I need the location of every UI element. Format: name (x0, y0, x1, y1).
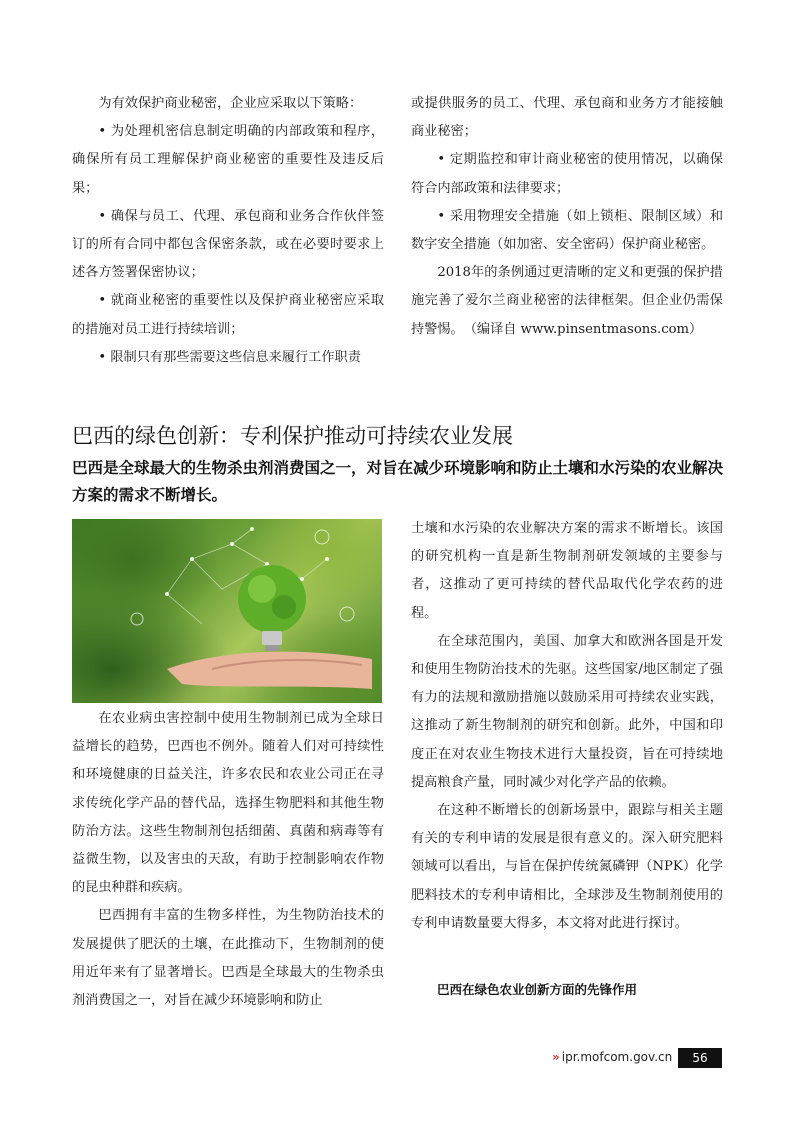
article-subtitle: 巴西是全球最大的生物杀虫剂消费国之一，对旨在减少环境影响和防止土壤和水污染的农业解决方案的需求不断增长。 (72, 459, 724, 504)
strategy-bullet: • 限制只有那些需要这些信息来履行工作职责 (98, 349, 361, 365)
lightbulb-illustration (72, 519, 382, 703)
body-paragraph: 在农业病虫害控制中使用生物制剂已成为全球日益增长的趋势，巴西也不例外。随着人们对可持续性和环境健康的日益关注，许多农民和农业公司正在寻求传统化学产品的替代品，选择生物肥料和其他生物防治方法。这些生物制剂包括细菌、真菌和病毒等有益微生物，以及害虫的天敌，有助于控制影响农作物的昆虫种群和疾病。 (72, 711, 384, 896)
top-right-column (411, 90, 723, 344)
strategy-bullet: • 确保与员工、代理、承包商和业务合作伙伴签订的所有合同中都包含保密条款，或在必要时要求上述各方签署保密协议； (72, 208, 384, 281)
section-heading: 巴西在绿色农业创新方面的先锋作用 (437, 982, 638, 997)
closing-paragraph: 2018年的条例通过更清晰的定义和更强的保护措施完善了爱尔兰商业秘密的法律框架。但企业仍需保持警惕。 （编译自 www.pinsentmasons.com） (411, 265, 723, 337)
strategy-bullet: • 就商业秘密的重要性以及保护商业秘密应采取的措施对员工进行持续培训； (72, 293, 384, 337)
double-chevron-icon: » (552, 1050, 558, 1064)
article-right-body (411, 515, 723, 938)
body-paragraph: 在这种不断增长的创新场景中，跟踪与相关主题有关的专利申请的发展是很有意义的。深入研究肥料领域可以看出，与旨在保护传统氮磷钾（NPK）化学肥料技术的专利申请相比，全球涉及生物制剂使用的专利申请数量要大得多，本文将对此进行探讨。 (411, 803, 723, 931)
article-title: 巴西的绿色创新：专利保护推动可持续农业发展 (72, 424, 513, 448)
body-paragraph: 在全球范围内，美国、加拿大和欧洲各国是开发和使用生物防治技术的先驱。这些国家/地区制定了强有力的法规和激励措施以鼓励采用可持续农业实践，这推动了新生物制剂的研究和创新。此外，中国和印度正在对农业生物技术进行大量投资，旨在可持续地提高粮食产量，同时减少对化学产品的依赖。 (411, 633, 723, 790)
strategy-bullet: • 采用物理安全措施（如上锁柜、限制区域）和数字安全措施（如加密、安全密码）保护商业秘密。 (411, 208, 723, 253)
strategy-bullet: • 定期监控和审计商业秘密的使用情况，以确保符合内部政策和法律要求； (411, 152, 723, 196)
article-left-body (72, 705, 384, 1015)
strategy-intro: 为有效保护商业秘密，企业应采取以下策略： (98, 96, 363, 111)
body-paragraph: 巴西拥有丰富的生物多样性，为生物防治技术的发展提供了肥沃的土壤，在此推动下，生物制剂的使用近年来有了显著增长。巴西是全球最大的生物杀虫剂消费国之一，对旨在减少环境影响和防止 (72, 908, 384, 1009)
body-paragraph-continued: 土壤和水污染的农业解决方案的需求不断增长。该国的研究机构一直是新生物制剂研发领域的主要参与者，这推动了更可持续的替代品取代化学农药的进程。 (411, 521, 723, 621)
footer-url[interactable]: ipr.mofcom.gov.cn (561, 1050, 673, 1064)
top-left-column (72, 90, 384, 372)
page-number: 56 (678, 1048, 722, 1068)
footer-website (552, 1050, 672, 1064)
bullet-continuation: 或提供服务的员工、代理、承包商和业务方才能接触商业秘密； (411, 96, 723, 140)
lightbulb-photo (72, 519, 382, 703)
strategy-bullet: • 为处理机密信息制定明确的内部政策和程序，确保所有员工理解保护商业秘密的重要性及违反后果； (72, 124, 384, 196)
